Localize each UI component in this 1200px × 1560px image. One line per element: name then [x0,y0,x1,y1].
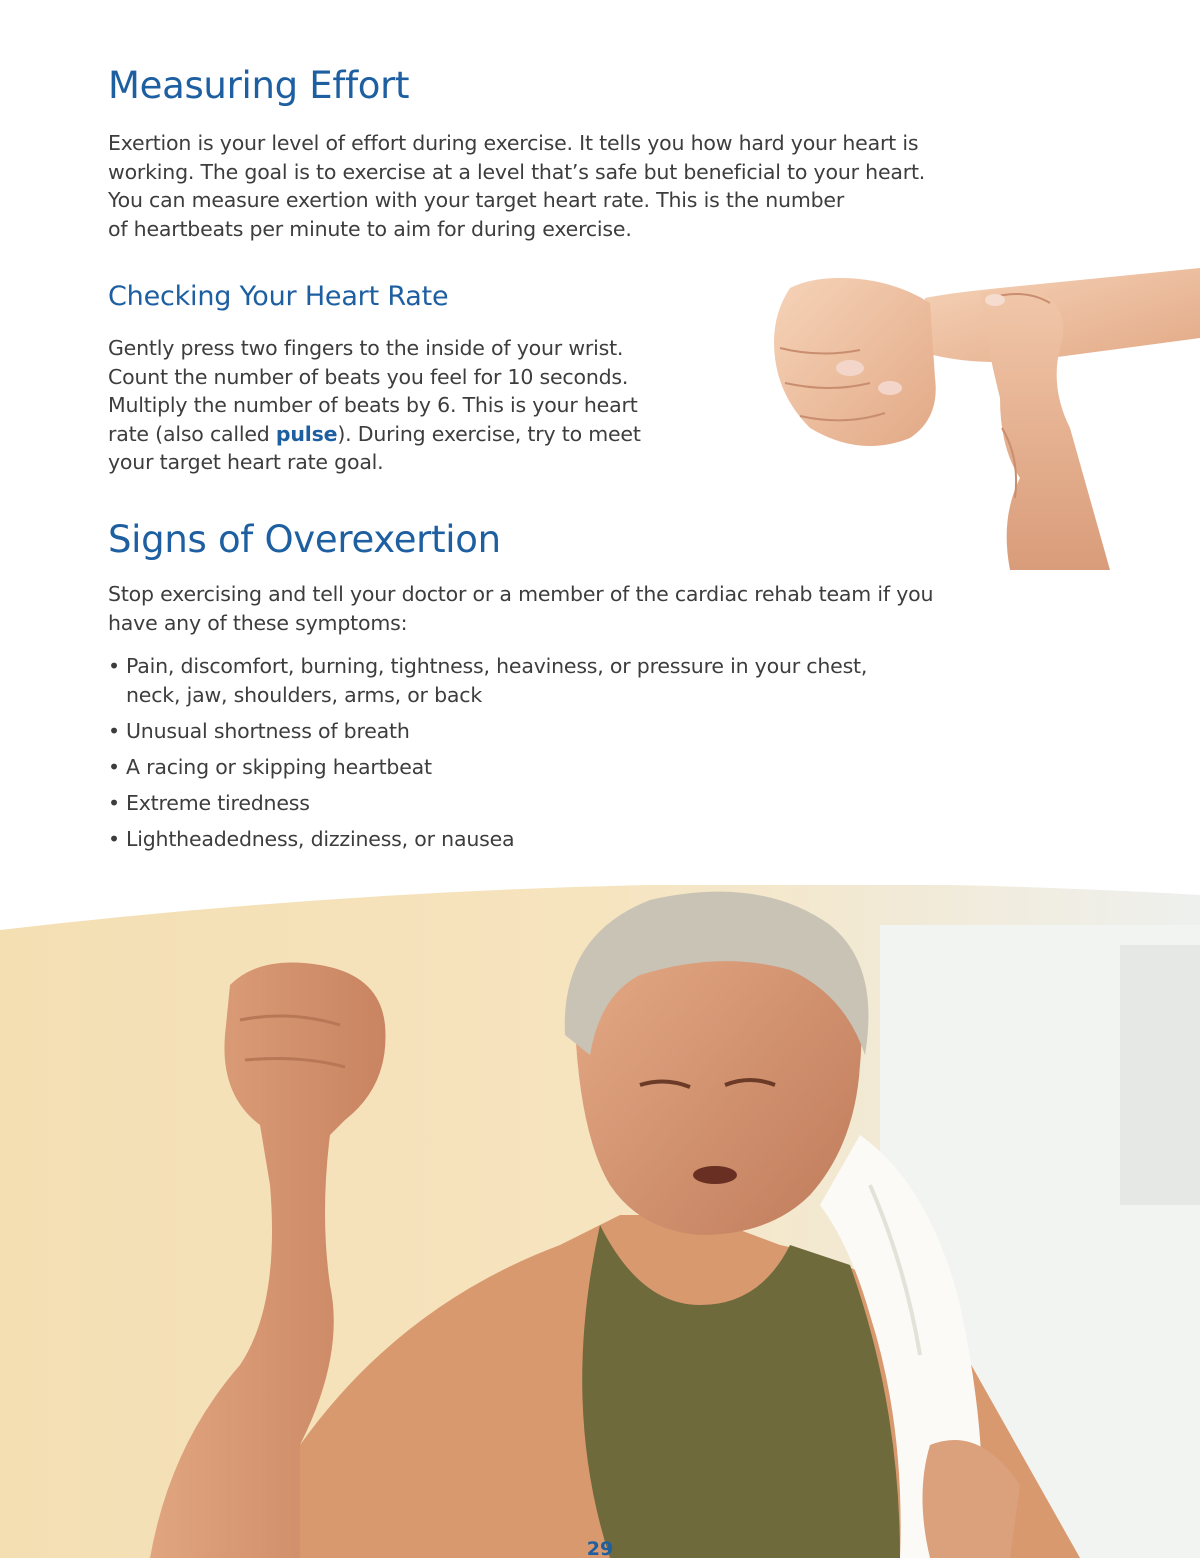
list-item [108,825,867,854]
bullet-icon: • [108,654,120,678]
paragraph-line [108,420,641,449]
paragraph-line: Multiply the number of beats by 6. This is your heart [108,393,638,417]
list-item-text: Lightheadedness, dizziness, or nausea [126,826,515,851]
list-item [108,753,867,782]
list-item-text: A racing or skipping heartbeat [126,754,432,779]
list-item [108,717,867,746]
bullet-icon: • [108,718,120,743]
list-item [108,652,867,709]
symptom-list [108,652,867,861]
pulse-term: pulse [275,421,338,446]
paragraph-line: Gently press two fingers to the inside of your wrist. [108,336,624,360]
line-text: ). During exercise, try to meet [337,421,641,446]
paragraph-line: have any of these symptoms: [108,610,408,635]
subheading-checking-heart-rate: Checking Your Heart Rate [108,281,449,312]
wrist-pulse-photo [750,258,1200,570]
section-heading-signs-of-overexertion: Signs of Overexertion [108,518,501,561]
overexerted-man-photo [0,885,1200,1558]
paragraph-line: Count the number of beats you feel for 10 seconds. [108,364,629,389]
list-item-text: Pain, discomfort, burning, tightness, heaviness, or pressure in your chest, [126,654,868,678]
paragraph-line: Exertion is your level of effort during exercise. It tells you how hard your heart is [108,131,919,155]
list-item [108,789,867,818]
bullet-icon: • [108,826,120,851]
paragraph-line: your target heart rate goal. [108,450,384,474]
list-item-text: neck, jaw, shoulders, arms, or back [126,682,483,707]
list-item-text: Extreme tiredness [126,790,310,815]
bullet-icon: • [108,790,120,815]
page-number: 29 [586,1538,614,1560]
checking-heart-rate-paragraph [108,334,641,477]
section-heading-measuring-effort: Measuring Effort [108,64,410,107]
overexertion-intro [108,580,933,637]
paragraph-line: working. The goal is to exercise at a level that’s safe but beneficial to your heart. [108,159,926,184]
measuring-effort-paragraph [108,129,925,243]
bullet-icon: • [108,754,120,779]
paragraph-line: of heartbeats per minute to aim for during exercise. [108,216,632,241]
list-item-text: Unusual shortness of breath [126,718,410,743]
line-text: rate (also called [108,421,276,446]
paragraph-line: Stop exercising and tell your doctor or a member of the cardiac rehab team if you [108,582,934,606]
paragraph-line: You can measure exertion with your target heart rate. This is the number [108,188,845,212]
